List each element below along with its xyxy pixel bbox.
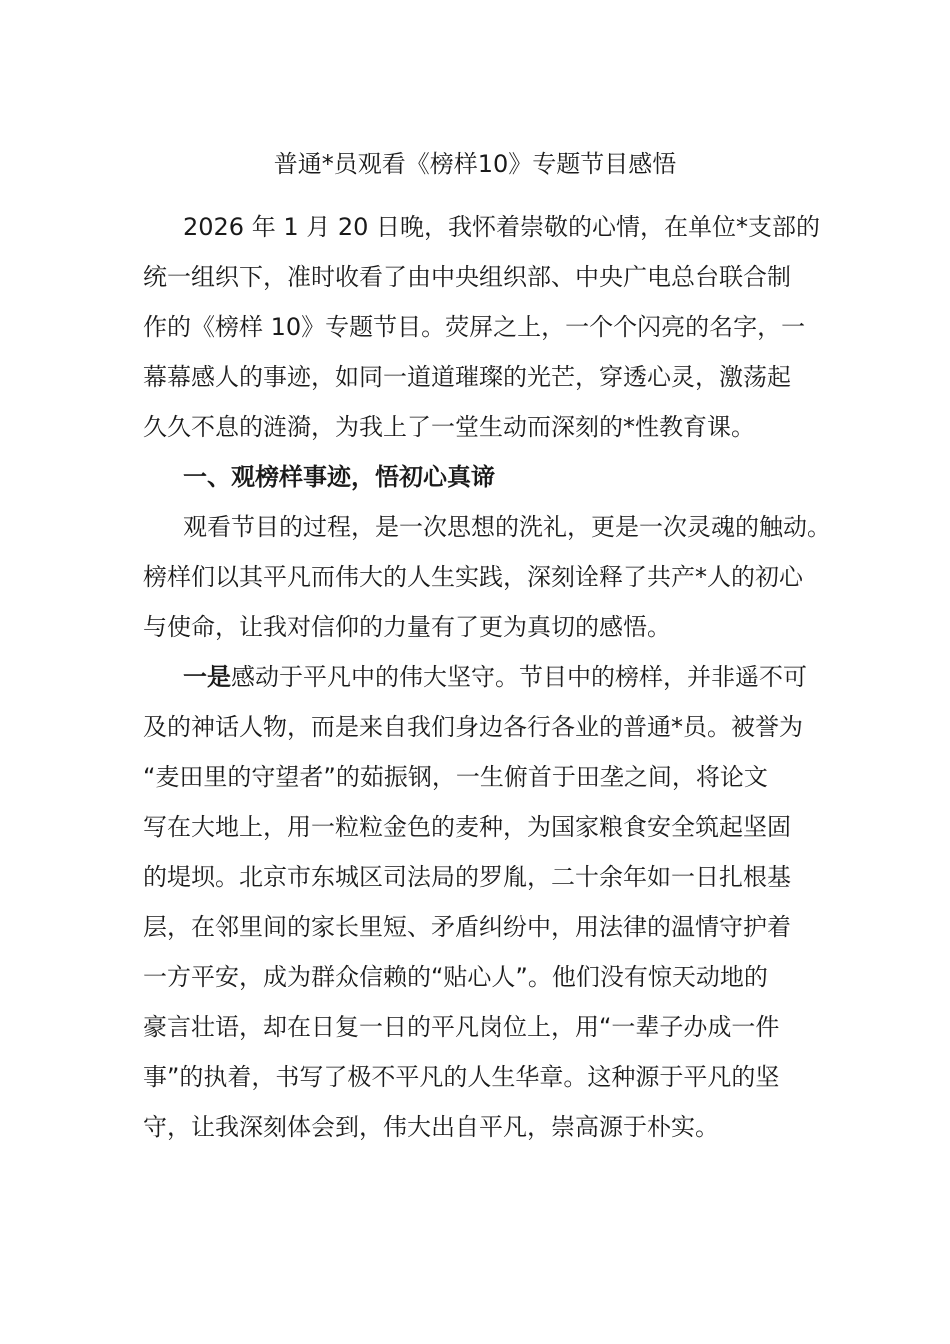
paragraph-3-line-10: 守，让我深刻体会到，伟大出自平凡，崇高源于朴实。 <box>143 1113 719 1141</box>
paragraph-3-line-2: 及的神话人物，而是来自我们身边各行各业的普通*员。被誉为 <box>143 713 803 741</box>
paragraph-2-line-1: 观看节目的过程，是一次思想的洗礼，更是一次灵魂的触动。 <box>183 513 831 541</box>
paragraph-1-line-1: 2026 年 1 月 20 日晚，我怀着崇敬的心情，在单位*支部的 <box>183 213 821 241</box>
paragraph-3-line-4: 写在大地上，用一粒粒金色的麦种，为国家粮食安全筑起坚固 <box>143 813 791 841</box>
paragraph-3-line-6: 层，在邻里间的家长里短、矛盾纠纷中，用法律的温情守护着 <box>143 913 791 941</box>
paragraph-2-line-3: 与使命，让我对信仰的力量有了更为真切的感悟。 <box>143 613 671 641</box>
paragraph-1-line-2: 统一组织下，准时收看了由中央组织部、中央广电总台联合制 <box>143 263 791 291</box>
paragraph-3-line-9: 事”的执着，书写了极不平凡的人生华章。这种源于平凡的坚 <box>143 1063 780 1091</box>
paragraph-1-line-4: 幕幕感人的事迹，如同一道道璀璨的光芒，穿透心灵，激荡起 <box>143 363 791 391</box>
paragraph-2-line-2: 榜样们以其平凡而伟大的人生实践，深刻诠释了共产*人的初心 <box>143 563 803 591</box>
paragraph-3-line-3: “麦田里的守望者”的茹振钢，一生俯首于田垄之间，将论文 <box>143 763 768 791</box>
paragraph-3-line-1-rest: 感动于平凡中的伟大坚守。节目中的榜样，并非遥不可 <box>231 663 807 691</box>
paragraph-3-line-1 <box>183 660 807 694</box>
paragraph-3-line-7: 一方平安，成为群众信赖的“贴心人”。他们没有惊天动地的 <box>143 963 768 991</box>
paragraph-3-lead: 一是 <box>183 663 231 691</box>
paragraph-3-line-5: 的堤坝。北京市东城区司法局的罗胤，二十余年如一日扎根基 <box>143 863 791 891</box>
paragraph-1-line-3: 作的《榜样 10》专题节目。荧屏之上，一个个闪亮的名字，一 <box>143 313 806 341</box>
paragraph-1-line-5: 久久不息的涟漪，为我上了一堂生动而深刻的*性教育课。 <box>143 413 755 441</box>
paragraph-3-line-8: 豪言壮语，却在日复一日的平凡岗位上，用“一辈子办成一件 <box>143 1013 780 1041</box>
section-heading-1: 一、观榜样事迹，悟初心真谛 <box>183 463 495 491</box>
document-title: 普通*员观看《榜样10》专题节目感悟 <box>273 150 677 178</box>
